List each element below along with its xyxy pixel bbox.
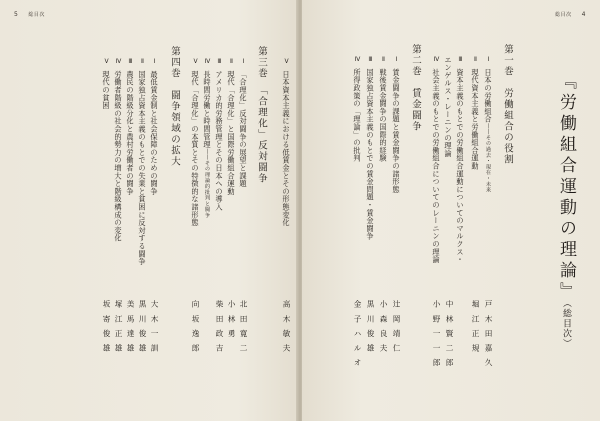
toc-item [354, 56, 361, 162]
toc-item [380, 56, 387, 162]
toc-item [192, 58, 199, 227]
author-name: 大木一訓 [150, 300, 159, 359]
item-number: Ⅳ [204, 58, 211, 66]
page-number: 4 [581, 11, 586, 18]
author-name: 戸木田嘉久 [484, 300, 493, 373]
item-number: Ⅲ [457, 56, 464, 64]
toc-item [115, 58, 122, 242]
toc-item [240, 58, 247, 188]
author-name: 堀江正規 [471, 300, 480, 359]
author-name: 坂寄俊雄 [102, 300, 111, 359]
item-title: 所得政策の「理論」の批判 [353, 68, 362, 163]
item-number: Ⅱ [139, 58, 146, 66]
item-title: 長時間労働と時間管理 [203, 70, 212, 149]
section-heading: 第一巻 労働組合の役割 [502, 44, 513, 165]
item-title: 現代「合理化」と国際労働組合運動 [227, 70, 236, 196]
author-name: 黒川俊雄 [138, 300, 147, 359]
item-number: Ⅱ [472, 56, 479, 64]
item-title: 日本資本主義における低賃金とその形態変化 [282, 70, 291, 227]
item-number: Ⅱ [380, 56, 387, 64]
toc-item [151, 58, 158, 195]
left-page-header [14, 11, 45, 18]
toc-item [367, 56, 374, 240]
author-name: 中林賢二郎 [445, 300, 454, 373]
item-title: 最低賃金制と社会保障のための闘争 [150, 70, 159, 196]
item-number: Ⅲ [216, 58, 223, 66]
item-title: 「合理化」反対闘争の展望と課題 [239, 70, 248, 188]
author-name: 美馬達雄 [126, 300, 135, 359]
running-head: 総目次 [555, 12, 572, 18]
toc-item [127, 58, 134, 195]
item-subtitle: ――その過去・現在・未来 [485, 123, 491, 193]
section-heading: 第二巻 賃金闘争 [410, 44, 421, 132]
item-title: 社会主義のもとでの労働組合についてのレーニンの理論 [432, 68, 441, 264]
item-title: 現代資本主義と労働組合運動 [471, 68, 480, 171]
item-number: Ⅴ [103, 58, 110, 66]
toc-item [433, 56, 440, 264]
item-title: 現代「合理化」の本質とその特徴的な諸形態 [191, 70, 200, 227]
toc-item [393, 56, 400, 193]
author-name: 辻岡靖仁 [392, 300, 401, 359]
item-number: Ⅰ [240, 58, 247, 66]
page-number: 5 [14, 11, 19, 18]
running-head: 総目次 [28, 12, 45, 18]
toc-item [103, 58, 110, 110]
left-page [0, 0, 298, 421]
item-number: Ⅳ [115, 58, 122, 66]
item-title: 賃金闘争の課題と賃金闘争の諸形態 [392, 68, 401, 194]
item-title: 国家独占資本主義のもとでの失業と貧困に反対する闘争 [138, 70, 147, 266]
toc-item [485, 56, 492, 193]
toc-item [472, 56, 479, 170]
toc-item [283, 58, 290, 227]
author-name: 黒川俊雄 [366, 300, 375, 359]
item-number: Ⅱ [228, 58, 235, 66]
book-title-text: 『労働組合運動の理論』 [556, 72, 576, 303]
item-title: 労働者階級の社会的勢力の増大と階級構成の変化 [114, 70, 123, 243]
author-name: 塚江正雄 [114, 300, 123, 359]
item-title: 現代の貧困 [102, 70, 111, 110]
section-heading: 第四巻 闘争領域の拡大 [169, 46, 180, 167]
item-number: Ⅳ [354, 56, 361, 64]
author-name: 小野一一郎 [432, 300, 441, 373]
author-name: 金子ハルオ [353, 300, 362, 373]
item-number: Ⅰ [393, 56, 400, 64]
book-subtitle: （総目次） [561, 303, 571, 349]
toc-item [442, 56, 466, 271]
toc-item [204, 58, 211, 218]
item-title: 資本主義のもとでの労働組合運動についてのマルクス・エンゲルス・レーニンの理論 [444, 56, 465, 264]
author-name: 柴田政吉 [215, 300, 224, 359]
toc-item [139, 58, 146, 266]
item-number: Ⅳ [433, 56, 440, 64]
item-title: 日本の労働組合 [484, 68, 493, 124]
item-subtitle: ――その理論的批判と闘争 [204, 148, 210, 219]
right-page [302, 0, 600, 421]
toc-item [228, 58, 235, 195]
author-name: 向坂逸郎 [191, 300, 200, 359]
item-title: アメリカ的労務管理とその日本への導入 [215, 70, 224, 212]
right-page-header [555, 11, 586, 18]
author-name: 小林勇 [227, 300, 236, 344]
item-title: 国家独占資本主義のもとでの賃金問題・賃金闘争 [366, 68, 375, 241]
item-number: Ⅲ [127, 58, 134, 66]
author-name: 北田寛二 [239, 300, 248, 359]
item-number: Ⅴ [192, 58, 199, 66]
item-number: Ⅲ [367, 56, 374, 64]
item-number: Ⅰ [151, 58, 158, 66]
book-title [557, 72, 574, 349]
section-heading: 第三巻 「合理化」反対闘争 [256, 46, 267, 185]
item-number: Ⅰ [485, 56, 492, 64]
item-title: 戦後賃金闘争の国際的経験 [379, 68, 388, 163]
item-title: 農民の階級分化と農村労働者の闘争 [126, 70, 135, 196]
author-name: 高木敏夫 [282, 300, 291, 359]
item-number: Ⅴ [283, 58, 290, 66]
toc-item [216, 58, 223, 211]
author-name: 小森良夫 [379, 300, 388, 359]
